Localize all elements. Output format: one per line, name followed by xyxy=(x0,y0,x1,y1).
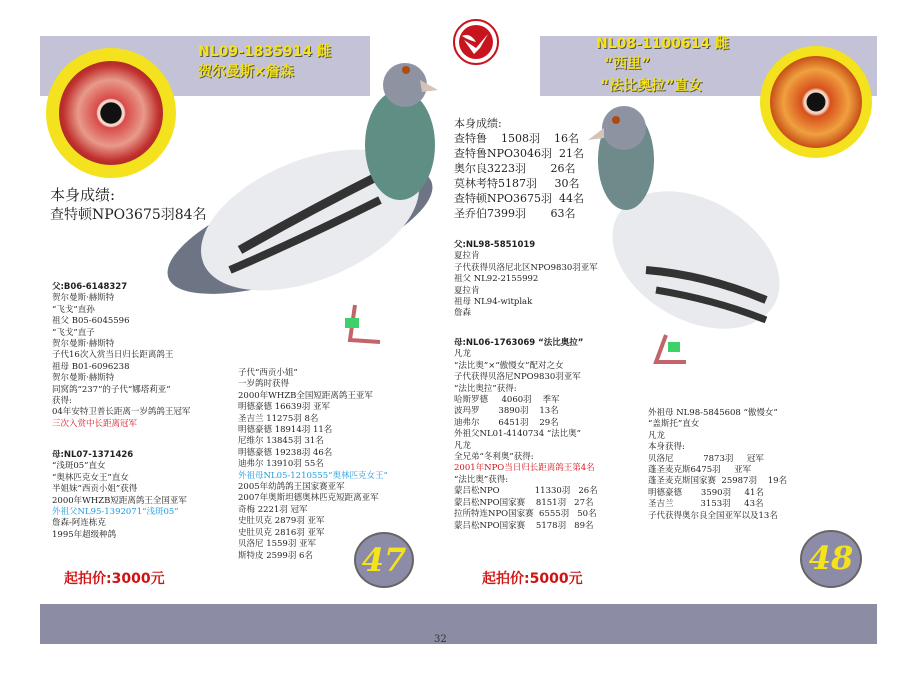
left-sister-line: 史肚贝克 2816羽 亚军 xyxy=(238,527,325,538)
right-own-result: 莫林考特5187羽 30名 xyxy=(454,177,580,190)
right-mother-line: “法比奥拉”获得: xyxy=(454,383,517,394)
right-pigeon-image xyxy=(586,100,786,370)
right-father-block xyxy=(454,240,598,320)
right-father-line: 祖父 NL92-2155992 xyxy=(454,274,539,285)
right-mother-line: 波玛罗 3890羽 13名 xyxy=(454,406,559,417)
right-mother-line: 哈斯罗德 4060羽 季军 xyxy=(454,395,560,406)
right-father-line: 父:NL98-5851019 xyxy=(454,240,536,250)
left-father-line: 祖母 B01-6096238 xyxy=(52,361,130,372)
right-grandmother-line: 本身获得: xyxy=(648,442,685,453)
footer-band xyxy=(40,604,877,644)
right-own-result: 查特鲁 1508羽 16名 xyxy=(454,132,579,145)
left-mother-line: 半姐妹“西贡小姐”获得 xyxy=(52,484,138,495)
right-mother-line: 迪弗尔 6451羽 29名 xyxy=(454,417,559,428)
left-mother-block xyxy=(52,450,187,541)
right-price: 起拍价:5000元 xyxy=(482,571,583,587)
right-mother-line: 凡龙 xyxy=(454,349,472,360)
left-own-results: 查特顿NPO3675羽84名 xyxy=(50,207,207,223)
right-father-line: 詹森 xyxy=(454,308,472,319)
left-sister-line: 圣吉兰 11275羽 8名 xyxy=(238,413,319,424)
right-grandmother-line: “盖斯托”直女 xyxy=(648,419,700,430)
right-mother-line: 母:NL06-1763069 “法比奥拉” xyxy=(454,338,584,348)
right-lot-number: 48 xyxy=(808,539,854,577)
right-grandmother-line: 圣吉兰 3153羽 43名 xyxy=(648,499,764,510)
left-sister-line: 奇梅 2221羽 冠军 xyxy=(238,504,308,515)
left-father-line: 04年安特卫普长距离一岁鸽鸽王冠军 xyxy=(52,407,191,418)
left-sister-line: 2007年奥斯坦德奥林匹克短距离亚军 xyxy=(238,493,379,504)
left-sister-line: 尼维尔 13845羽 31名 xyxy=(238,436,324,447)
left-father-line: “飞戈”直子 xyxy=(52,327,95,338)
right-mother-line: 蒙吕松NPO国家赛 8151羽 27名 xyxy=(454,497,594,508)
left-sister-line: 一岁鸽时获得 xyxy=(238,379,290,390)
right-own-result: 圣乔伯7399羽 63名 xyxy=(454,207,576,220)
right-mother-line: 外祖父NL01-4140734 “法比奥” xyxy=(454,429,582,440)
left-mother-line: 詹森-阿连栋克 xyxy=(52,518,106,529)
left-mother-line: 2000年WHZB短距离鸽王全国亚军 xyxy=(52,495,187,506)
right-mother-line: 凡龙 xyxy=(454,440,472,451)
left-father-line: 贺尔曼斯·赫斯特 xyxy=(52,339,115,350)
left-sister-line: 贝洛尼 1559羽 亚军 xyxy=(238,539,317,550)
left-father-block xyxy=(52,282,190,430)
right-mother-line: 全兄弟“冬利奥”获得: xyxy=(454,452,534,463)
left-sister-line: 明德豪德 16639羽 亚军 xyxy=(238,402,330,413)
left-sister-line: 子代“西贡小姐” xyxy=(238,368,298,378)
left-mother-line: “奥林匹克女王”直女 xyxy=(52,472,129,483)
right-father-line: 夏拉肯 xyxy=(454,285,480,296)
right-mother-block xyxy=(454,338,598,532)
right-own-result: 查特鲁NPO3046羽 21名 xyxy=(454,147,585,160)
right-grandmother-line: 贝洛尼 7873羽 冠军 xyxy=(648,453,764,464)
right-grandmother-block xyxy=(648,408,787,522)
left-father-line: 子代16次入赏当日归长距离鸽王 xyxy=(52,350,174,361)
right-grandmother-line: 凡龙 xyxy=(648,430,666,441)
left-sister-block xyxy=(238,368,388,562)
right-grandmother-line: 蓬圣麦克斯6475羽 亚军 xyxy=(648,465,752,476)
right-own-results-heading: 本身成绩: xyxy=(454,117,502,130)
right-mother-line: “法比奥”×“傲慢女”配对之女 xyxy=(454,360,564,371)
right-father-line: 子代获得贝洛尼北区NPO9830羽亚军 xyxy=(454,262,598,273)
right-own-result: 查特顿NPO3675羽 44名 xyxy=(454,192,585,205)
left-sister-line: 明德豪德 19238羽 46名 xyxy=(238,447,333,458)
left-lot-number: 47 xyxy=(361,541,407,579)
right-grandmother-line: 蓬圣麦克斯国家赛 25987羽 19名 xyxy=(648,476,788,487)
right-mother-line: “法比奥”获得: xyxy=(454,474,509,485)
left-price: 起拍价:3000元 xyxy=(64,571,165,587)
left-ring-number: NL09-1835914 雌 xyxy=(198,44,331,60)
right-mother-line: 蒙吕松NPO国家赛 5178羽 89名 xyxy=(454,520,594,531)
left-father-line: 贺尔曼斯·赫斯特 xyxy=(52,373,115,384)
right-subtitle: “法比奥拉”直女 xyxy=(600,78,703,94)
left-sister-line: 斯特皮 2599羽 6名 xyxy=(238,550,313,561)
page-number: 32 xyxy=(434,634,447,645)
left-mother-line: 外祖父NL95-1392071“浅斑05” xyxy=(52,507,179,518)
left-father-line: 三次入赏中长距离冠军 xyxy=(52,418,138,429)
right-ring-number: NL08-1100614 雌 xyxy=(596,36,729,52)
left-father-line: “飞戈”直孙 xyxy=(52,304,95,315)
left-sister-line: 2000年WHZB全国短距离鸽王亚军 xyxy=(238,390,373,401)
left-mother-line: 1995年超级种鸽 xyxy=(52,529,117,540)
right-own-result: 奥尔良3223羽 26名 xyxy=(454,162,576,175)
right-mother-line: 蒙吕松NPO 11330羽 26名 xyxy=(454,486,598,497)
left-subtitle: 贺尔曼斯×詹森 xyxy=(198,64,294,80)
right-father-line: 夏拉肯 xyxy=(454,251,480,262)
right-lot-badge xyxy=(800,530,862,588)
right-grandmother-line: 明德豪德 3590羽 41名 xyxy=(648,487,764,498)
left-mother-line: 母:NL07-1371426 xyxy=(52,450,134,460)
pigeon-emblem-icon xyxy=(452,18,500,66)
left-mother-line: “浅斑05”直女 xyxy=(52,461,106,472)
left-father-line: 同窝鸽“237”的子代“娜塔莉亚” xyxy=(52,384,171,395)
left-pigeon-image xyxy=(150,50,450,350)
right-mother-line: 拉所特连NPO国家赛 6555羽 50名 xyxy=(454,509,597,520)
right-grandmother-line: 外祖母 NL98-5845608 “傲慢女” xyxy=(648,408,778,418)
left-sister-line: 2005年幼鸽鸽王国家赛亚军 xyxy=(238,482,345,493)
left-father-line: 贺尔曼斯·赫斯特 xyxy=(52,293,115,304)
left-sister-line: 明德豪德 18914羽 11名 xyxy=(238,425,333,436)
left-father-line: 获得: xyxy=(52,396,72,407)
left-sister-line: 史肚贝克 2879羽 亚军 xyxy=(238,516,325,527)
right-own-results-block xyxy=(454,116,584,221)
left-lot-badge xyxy=(354,532,414,588)
left-father-line: 祖父 B05-6045596 xyxy=(52,316,130,327)
right-grandmother-line: 子代获得奥尔良全国亚军以及13名 xyxy=(648,510,778,521)
left-sister-line: 外祖母NL05-1210555“奥林匹克女王” xyxy=(238,470,388,481)
right-nickname: “西里” xyxy=(604,56,651,72)
left-father-line: 父:B06-6148327 xyxy=(52,282,128,292)
right-father-line: 祖母 NL94-witplak xyxy=(454,297,533,308)
left-own-results-heading: 本身成绩: xyxy=(50,186,116,204)
right-mother-line: 2001年NPO当日归长距离鸽王第4名 xyxy=(454,463,595,474)
left-sister-line: 迪弗尔 13910羽 55名 xyxy=(238,459,324,470)
right-mother-line: 子代获得贝洛尼NPO9830羽亚军 xyxy=(454,372,581,383)
